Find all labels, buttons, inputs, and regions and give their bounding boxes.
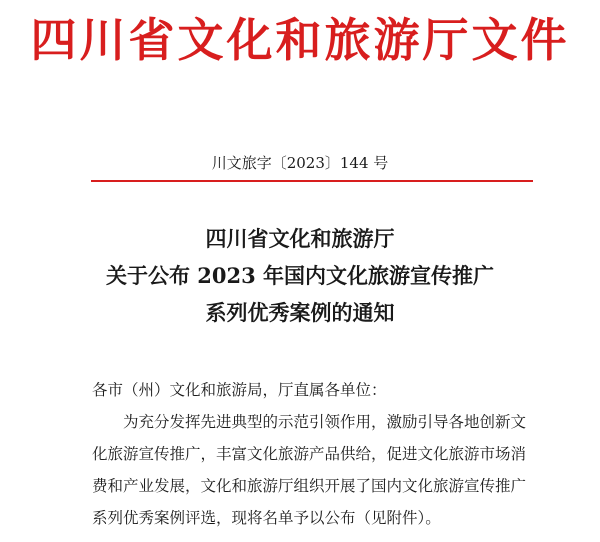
paragraph-line: 为充分发挥先进典型的示范引领作用，激励引导各地创新文	[92, 413, 527, 431]
body-paragraph	[92, 406, 552, 534]
salutation: 各市（州）文化和旅游局，厅直属各单位：	[92, 381, 387, 399]
paragraph-line: 化旅游宣传推广，丰富文化旅游产品供给，促进文化旅游市场消	[92, 445, 527, 463]
red-divider-line	[91, 180, 533, 182]
notice-title-line: 关于公布 2023 年国内文化旅游宣传推广	[105, 263, 495, 288]
document-header-title: 四川省文化和旅游厅文件	[30, 13, 570, 67]
paragraph-line: 系列优秀案例评选，现将名单予以公布（见附件）。	[92, 509, 441, 527]
notice-title	[0, 220, 600, 331]
notice-body	[92, 374, 552, 534]
notice-title-line: 系列优秀案例的通知	[205, 300, 395, 325]
paragraph-line: 费和产业发展，文化和旅游厅组织开展了国内文化旅游宣传推广	[92, 477, 527, 495]
notice-title-line: 四川省文化和旅游厅	[205, 226, 395, 251]
document-number: 川文旅字〔2023〕144 号	[211, 154, 389, 172]
